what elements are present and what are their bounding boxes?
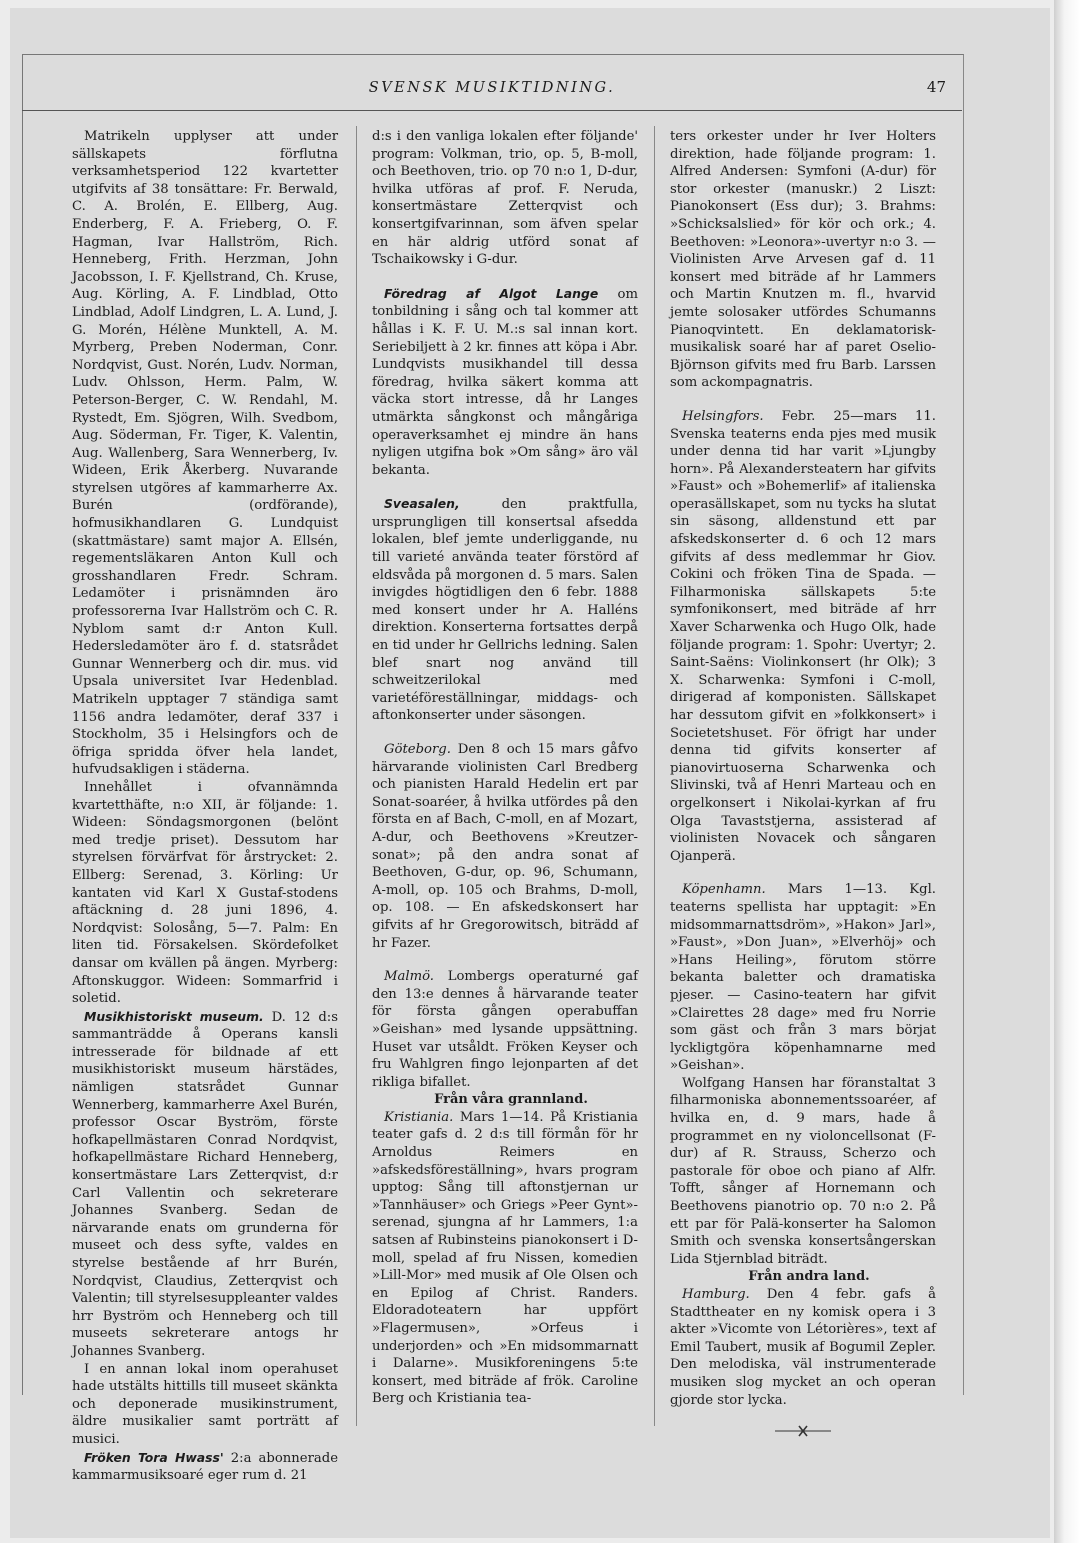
column-rule-2 — [654, 126, 655, 1426]
page-number: 47 — [926, 78, 946, 96]
hamburg-place: Hamburg. — [682, 1287, 750, 1302]
goteborg-text: Den 8 och 15 mars gåfvo härvarande violinisten Carl Bredberg och pianisten Harald Hedelin ert par Sonat-soaréer, å hvilka utfördes på den första en af Bach, C-moll, en af Mozart, A-dur, och Beethovens »Kreutzer-sonat»; på den andra sonat af Beethoven, G-dur, op. 96, Schumann, A-moll, op. 105 och Brahms, D-moll, op. 108. — En afskedskonsert har gifvits af hr Gregorowitsch, biträdd af hr Fazer. — [372, 742, 638, 951]
column-2 — [372, 128, 638, 1408]
malmo-place: Malmö. — [384, 969, 434, 985]
kopenhamn-text: Mars 1—13. Kgl. teaterns spellista har upptagit: »En midsommarnattsdröm», »Hakon» Jarl», »Faust», »Don Juan», »Elverhöj» och »Hans Heiling», förutom större bekanta baletter och dramatiska pjeser. — Casino-teatern har gifvit »Clairettes 28 dage» med fru Norrie som gäst och från 3 mars börjat lyckligtgöra köpenhamnarne med »Geishan». — [670, 882, 936, 1074]
museum-text: D. 12 d:s sammanträdde å Operans kansli intresserade för bildnade af ett musikhistoriskt museum härstädes, nämligen statsrådet Gunnar Wennerberg, kammarherre Axel Burén, professor Oscar Byström, förste hofkapellmästaren Conrad Nordqvist, hofkapellmästare Richard Henneberg, konsertmästare Lars Zetterqvist, d:r Carl Vallentin och sekreterare Johannes Svanberg. Sedan de närvarande enats om grunderna för museet och dess syfte, valdes en styrelse bestående af hrr Burén, Nordqvist, Claudius, Zetterqvist och Valentin; till styrelsesuppleanter valdes hrr Byström och Henneberg och till museets sekreterare antogs hr Johannes Svanberg. — [72, 1009, 338, 1359]
kristiania-text: Mars 1—14. På Kristiania teater gafs d. 2 d:s till förmån för hr Arnoldus Reimers en »afskedsföreställning», hvars program upptog: Sång till aftonstjernan ur »Tannhäuser» och Griegs »Peer Gynt»-serenad, sjungna af hr Lammers, 1:a satsen af Rubinsteins pianokonsert i D-moll, spelad af fru Nissen, komedien »Lill-Mor» med musik af Ole Olsen och en Epilog af Christ. Randers. Eldoradoteatern har uppfört »Flagermusen», »Orfeus i underjorden» och »En midsommarnatt i Dalarne». Musikforeningens 5:te konsert, med biträde af frök. Caroline Berg och Kristiania tea- — [372, 1109, 638, 1407]
matrikeln-paragraph: Matrikeln upplyser att under sällskapets förflutna verksamhetsperiod 122 kvartetter utgifvits af 38 tonsättare: Fr. Berwald, C. A. Brolén, E. Ellberg, Aug. Enderberg, F. A. Frieberg, O. F. Hagman, Ivar Hallström, Rich. Henneberg, Frith. Herzman, John Jacobsson, I. F. Kjellstrand, Ch. Kruse, Aug. Körling, A. F. Lindblad, Otto Lindblad, Adolf Lindgren, L. A. Lund, J. G. Morén, Hélène Munktell, A. M. Myrberg, Preben Noderman, Conr. Nordqvist, Gust. Norén, Ludv. Norman, Ludv. Ohlsson, Herm. Palm, W. Peterson-Berger, C. W. Rendahl, M. Rystedt, Em. Sjögren, Wilh. Svedbom, Aug. Söderman, Fr. Tiger, K. Valentin, Aug. Wallenberg, Sara Wennerberg, Iv. Wideen, Erik Åkerberg. Nuvarande styrelsen utgöres af kammarherre Ax. Burén (ordförande), hofmusikhandlaren G. Lundquist (skattmästare) samt major A. Ellsén, regementsläkaren Anton Kull och grosshandlaren Fredr. Schram. Ledamöter i prisnämnden äro professorerna Ivar Hallström och C. R. Nyblom samt d:r Anton Kull. Hedersledamöter äro f. d. statsrådet Gunnar Wennerberg och dir. mus. vid Upsala universitet Ivar Hedenblad. Matrikeln upptager 7 ständiga samt 1156 andra ledamöter, deraf 337 i Stockholm, 35 i Helsingfors och de öfriga spridda öfver hela landet, hufvudsakligen i städerna. — [72, 129, 338, 778]
helsingfors-paragraph — [670, 408, 936, 865]
hwass-paragraph — [72, 1449, 338, 1485]
goteborg-place: Göteborg. — [384, 742, 451, 757]
program-paragraph: d:s i den vanliga lokalen efter följande' program: Volkman, trio, op. 5, B-moll, och Beethoven, trio. op 70 n:o 1, D-dur, hvilka utföras af prof. F. Neruda, konsertmästare Zetterqvist och konsertgifvarinnan, som äfven spelar en här aldrig utförd sonat af Tschaikowsky i G-dur. — [372, 129, 638, 268]
helsingfors-place: Helsingfors. — [682, 408, 764, 424]
end-ornament-icon — [670, 1423, 936, 1443]
malmo-text: Lombergs operaturné gaf den 13:e dennes å härvarande teater för första gången operabuffan »Geishan» med lysande uppsättning. Huset var utsåldt. Fröken Keyser och fru Wahlgren fingo lejonparten af det rikliga bifallet. — [372, 969, 638, 1090]
hamburg-paragraph — [670, 1286, 936, 1409]
goteborg-paragraph — [372, 741, 638, 952]
sveasalen-text: den praktfulla, ursprungligen till konsertsal afsedda lokalen, blef jemte underliggande, nu till varieté använda teater förstörd af eldsvåda på morgonen d. 5 mars. Salen invigdes högtidligen den 6 febr. 1888 med konsert under hr A. Halléns direktion. Konserterna fortsattes derpå en tid under hr Gellrichs ledning. Salen blef snart nog använd till schweitzerilokal med varietéföreställningar, middags- och aftonkonserter under säsongen. — [372, 497, 638, 724]
kristiania-paragraph — [372, 1109, 638, 1408]
section-heading-andra-land: Från andra land. — [748, 1269, 870, 1285]
orkester-paragraph: ters orkester under hr Iver Holters direktion, hade följande program: 1. Alfred Andersen: Symfoni (A-dur) för stor orkester (manuskr.) 2 Liszt: Pianokonsert (Ess dur); 3. Brahms: »Schicksalslied» för kör och ork.; 4. Beethoven: »Leonora»-uvertyr n:o 3. — Violinisten Arve Arvesen gaf d. 11 konsert med biträde af hr Lammers och Martin Knutzen m. fl., hvarvid jemte solosaker utfördes Schumanns Pianoqvintett. En deklamatorisk-musikalisk soaré har af paret Oselio-Björnson gifvits med fru Barb. Larssen som ackompagnatris. — [670, 129, 936, 391]
hamburg-text: Den 4 febr. gafs å Stadttheater en ny komisk opera i 3 akter »Vicomte von Létorières», text af Emil Taubert, musik af Bogumil Zepler. Den melodiska, väl instrumenterade musiken slog mycket an och operan gjorde stor lycka. — [670, 1287, 936, 1408]
section-heading-grannland: Från våra grannland. — [434, 1092, 588, 1108]
hwass-lead: Fröken Tora Hwass' — [84, 1449, 224, 1465]
page-edge — [1054, 0, 1080, 1543]
column-3 — [670, 128, 936, 1443]
kopenhamn-paragraph — [670, 881, 936, 1075]
sveasalen-paragraph — [372, 495, 638, 725]
column-rule-1 — [356, 126, 357, 1426]
column-1 — [72, 128, 338, 1485]
lange-lead: Föredrag af Algot Lange — [384, 285, 599, 301]
publication-title: SVENSK MUSIKTIDNING. — [368, 80, 616, 96]
helsingfors-text: Febr. 25—mars 11. Svenska teaterns enda pjes med musik under denna tid har varit »Ljungby horn». På Alexandersteatern har gifvits »Faust» och »Bohemerlif» af italienska operasällskapet, som nu tycks ha slutat sin säsong, alldenstund ett par afskedskonserter d. 6 och 12 mars gifvits af dess medlemmar hr Giov. Cokini och fröken Tina de Spada. — Filharmoniska sällskapets 5:te symfonikonsert, med biträde af hrr Xaver Scharwenka och Hugo Olk, hade följande program: 1. Spohr: Uvertyr; 2. Saint-Saëns: Violinkonsert (hr Olk); 3 X. Scharwenka: Symfoni i C-moll, dirigerad af komponisten. Sällskapet har dessutom gifvit en »folkkonsert» i Societetshuset. För öfrigt har under denna tid gifvits konserter af pianovirtuoserna Scharwenka och Slivinski, två af Henri Marteau och en orgelkonsert i Nikolai-kyrkan af fru Olga Tavaststjerna, assisterad af violinisten Novacek och sångaren Ojanperä. — [670, 408, 936, 864]
hwass-text: 2:a abonnerade kammarmusiksoaré eger rum d. 21 — [72, 1450, 338, 1484]
sveasalen-lead: Sveasalen, — [384, 496, 460, 512]
running-head — [22, 70, 962, 111]
museum-paragraph — [72, 1008, 338, 1361]
malmo-paragraph — [372, 968, 638, 1091]
museum-lead: Musikhistoriskt museum. — [84, 1008, 264, 1024]
lange-text: om tonbildning i sång och tal kommer att hållas i K. F. U. M.:s sal innan kort. Seriebiljett à 2 kr. finnes att köpa i Abr. Lundqvists musikhandel till dessa föredrag, hvilka säkert komma att väcka stort intresse, då hr Langes utmärkta sångkonst och mångåriga operaverksamhet ej mindre än hans nyligen utgifna bok »Om sång» äro väl bekanta. — [372, 286, 638, 478]
kristiania-place: Kristiania. — [384, 1109, 454, 1125]
annan-lokal-paragraph: I en annan lokal inom operahuset hade utstälts hittills till museet skänkta och deponerade musikinstrument, äldre musikalier samt porträtt af musici. — [72, 1361, 338, 1447]
hansen-paragraph: Wolfgang Hansen har föranstaltat 3 filharmoniska abonnementssoaréer, af hvilka en, d. 9 mars, hade å programmet en ny violoncellsonat (F-dur) af R. Strauss, Scherzo och pastorale för oboe och piano af Alfr. Tofft, sånger af Hornemann och Beethovens pianotrio op. 70 n:o 2. På ett par för Palä-konserter ha Salomon Smith och svenska konsertsångerskan Lida Stjernblad biträdt. — [670, 1075, 936, 1267]
lange-paragraph — [372, 285, 638, 480]
kopenhamn-place: Köpenhamn. — [682, 882, 766, 898]
innehallet-paragraph: Innehållet i ofvannämnda kvartetthäfte, n:o XII, är följande: 1. Wideen: Söndagsmorgonen (belönt med tredje priset). Dessutom har styrelsen förvärfvat för årstrycket: 2. Ellberg: Serenad, 3. Körling: Ur kantaten vid Karl X Gustaf-stodens aftäckning d. 28 juni 1896, 4. Nordqvist: Solosång, 5—7. Palm: En liten tid. Försakelsen. Skördefolket dansar om kvällen på ängen. Myrberg: Aftonskuggor. Wideen: Sommarfrid i soletid. — [72, 779, 338, 1007]
